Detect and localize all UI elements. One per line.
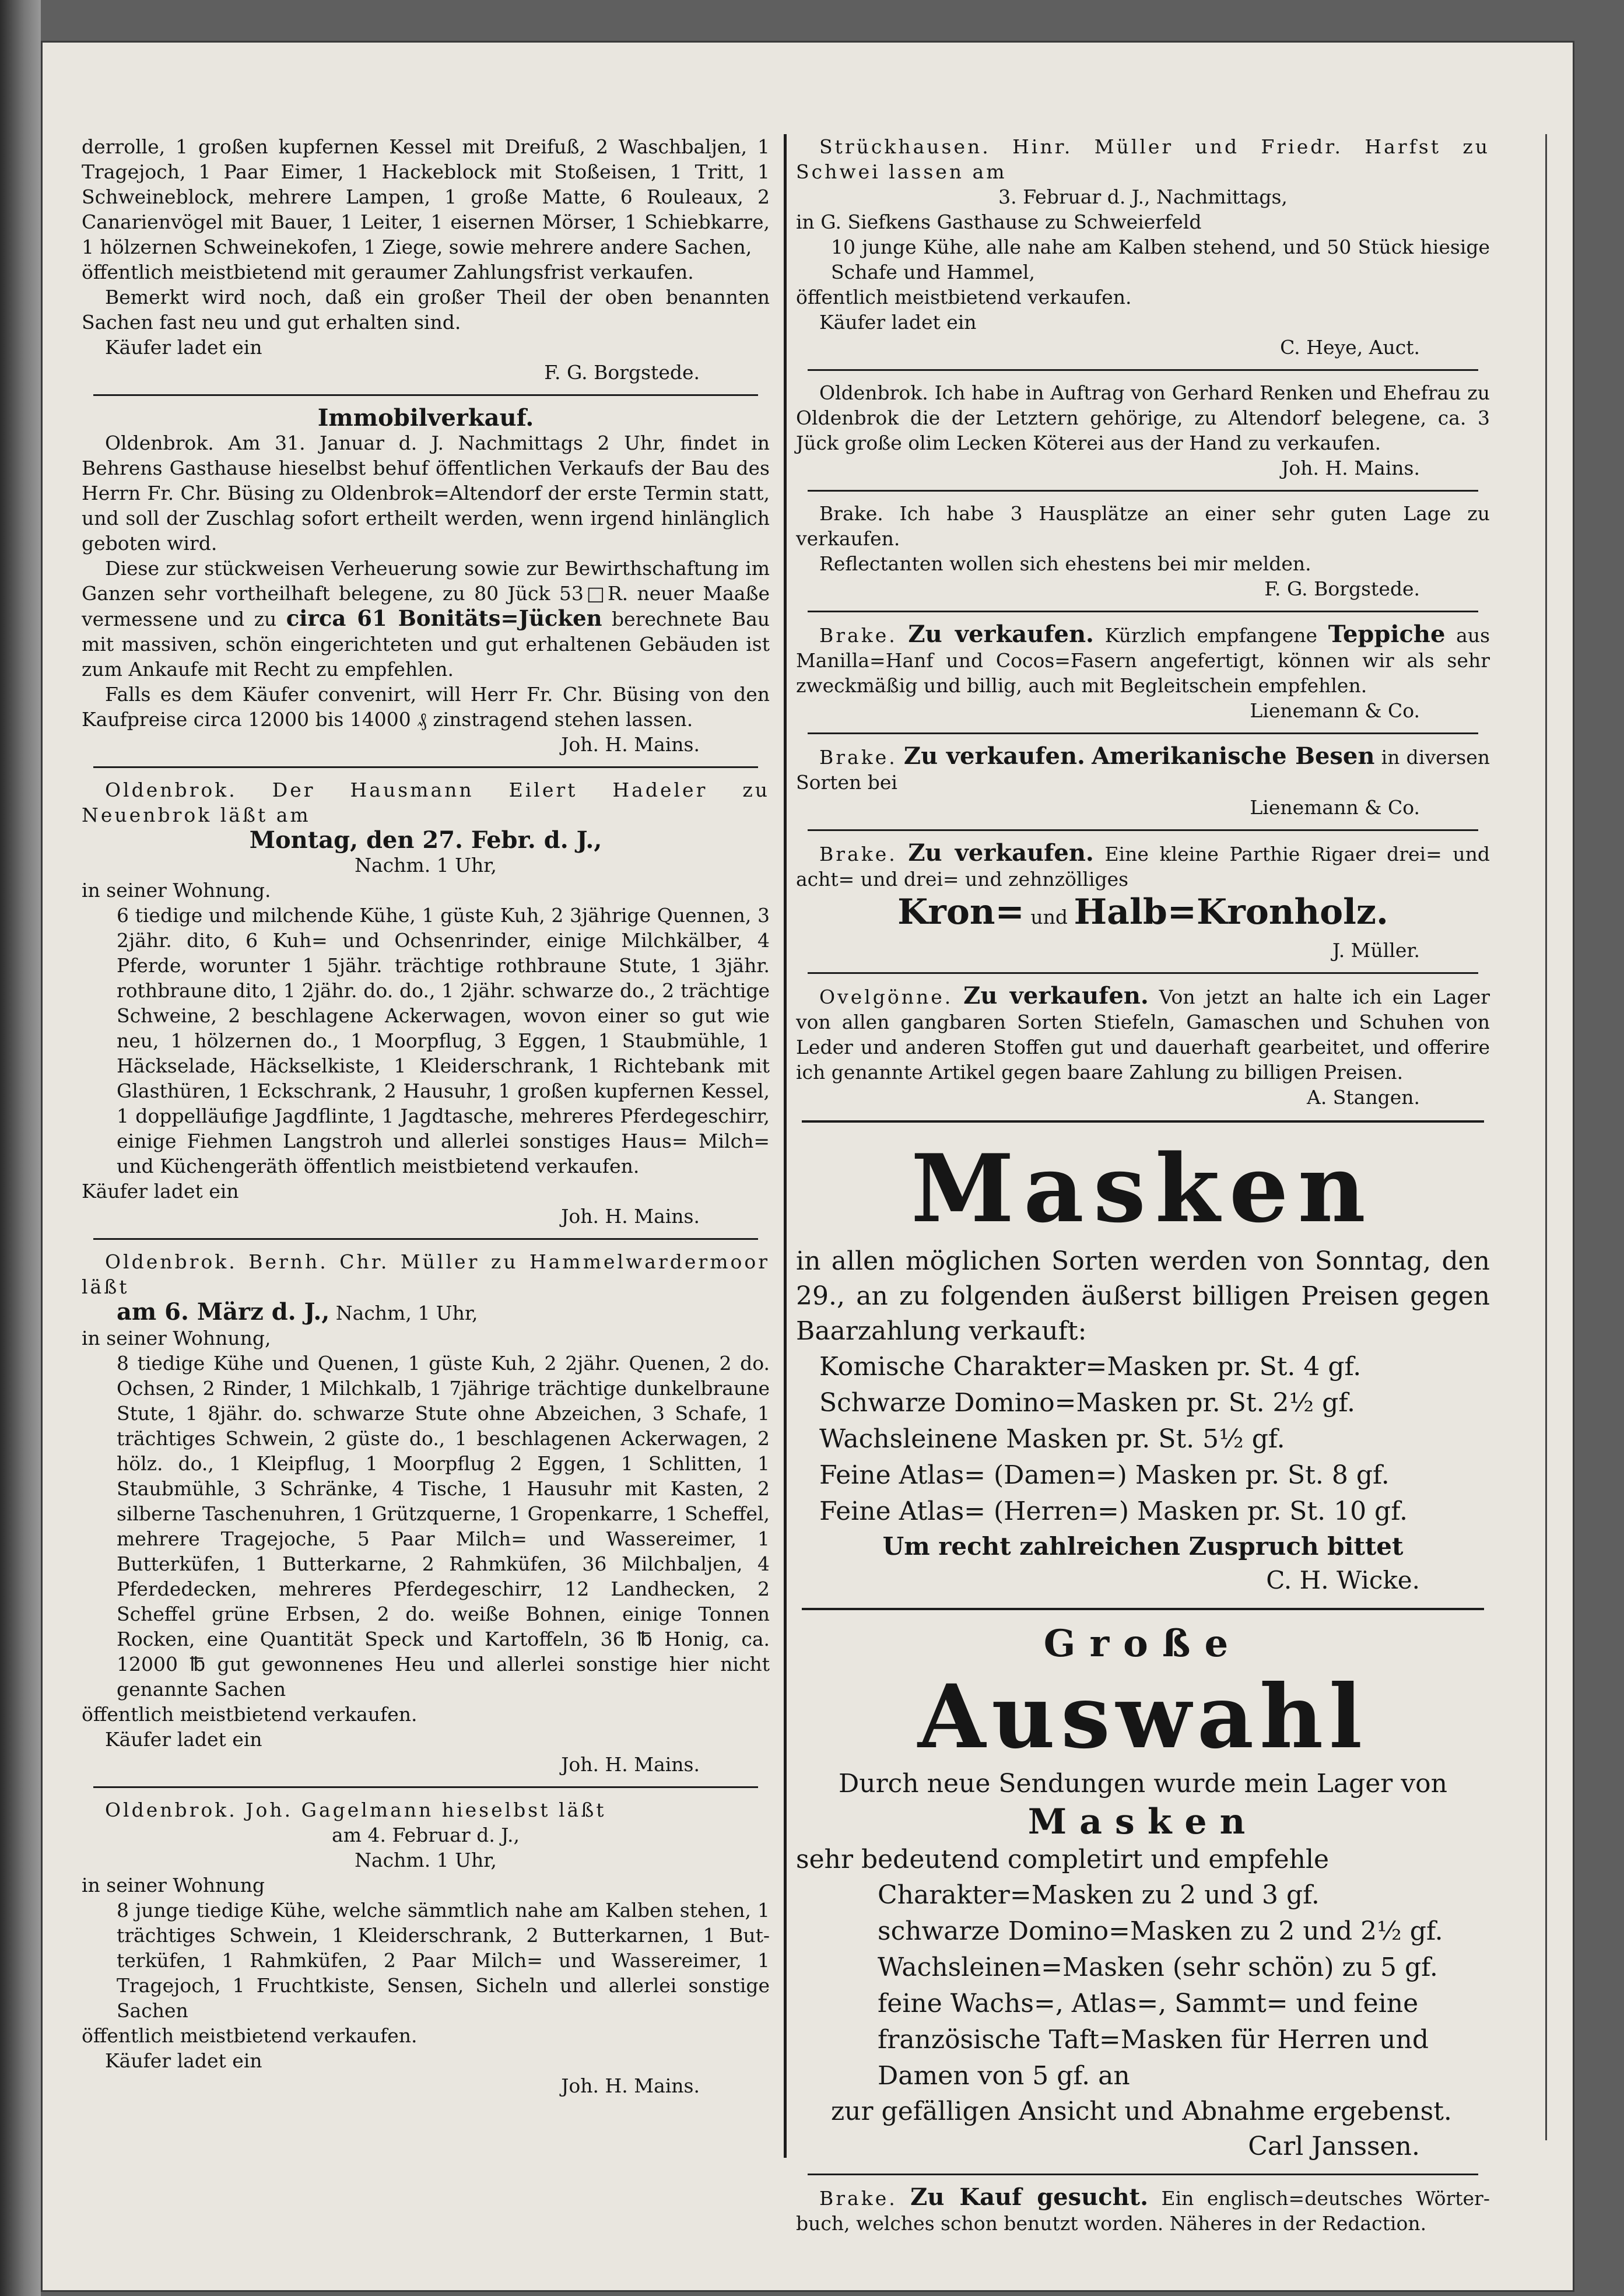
divider [93, 1238, 758, 1240]
notice-date: 3. Februar d. J., Nachmittags, [998, 185, 1288, 208]
sale-notice-teppiche [796, 622, 1490, 723]
right-border-line [1545, 134, 1547, 2140]
notice-remark: Bemerkt wird noch, daß ein großer Theil der oben benannten Sachen fast neu und gut erhalten sind. [82, 286, 770, 334]
notice-line: öffentlich meistbietend verkaufen. [796, 286, 1132, 309]
right-column [796, 134, 1490, 2244]
price-item: Charakter=Masken zu 2 und 3 gf. [878, 1880, 1320, 1910]
notice-paragraph [796, 2185, 1490, 2236]
notice-highlight: Amerikanische Besen [1092, 742, 1375, 770]
price-item: Wachsleinene Masken pr. St. 5½ gf. [819, 1424, 1285, 1454]
price-item: Komische Charakter=Masken pr. St. 4 gf. [819, 1352, 1362, 1382]
notice-date: am 6. März d. J., [117, 1298, 330, 1326]
notice-items: 8 junge tiedige Kühe, welche sämmtlich nahe am Kalben stehen, 1 trächtiges Schwein, 1 Kleiderschrank, 2 Butterkarnen, 1 Butterküfen, 1 Rahmküfen, 2 Paar Milch= und Wassereimer, 1 Tragejoch, 1 Fruchtkiste, Sensen, Sicheln und allerlei sonstige Sachen [117, 1899, 770, 2022]
notice-text: Ein englisch=deutsches Wörterbuch, welches schon benutzt worden. Näheres in der Redaction. [796, 2187, 1490, 2235]
notice-signature: Joh. H. Mains. [1281, 457, 1420, 479]
notice-text: berechnete Bau mit massiven, schön eingerichteten und gut erhaltenen Gebäuden ist zum Ankaufe mit Recht zu empfehlen. [82, 608, 770, 681]
notice-paragraph: Brake. Ich habe 3 Hausplätze an einer sehr guten Lage zu verkaufen. [796, 502, 1490, 550]
notice-signature: A. Stangen. [1306, 1086, 1420, 1109]
notice-signature: F. G. Borgstede. [544, 361, 700, 384]
notice-place: Brake. [819, 2187, 897, 2210]
auction-notice-mueller [82, 1249, 770, 1777]
notice-highlight: Teppiche [1328, 621, 1446, 648]
notice-heading: Zu verkaufen. [908, 621, 1094, 648]
notice-signature: Joh. H. Mains. [561, 733, 700, 756]
notice-intro: Strückhausen. Hinr. Müller und Friedr. Harfst zu Schwei lassen am [796, 135, 1490, 183]
notice-date: Montag, den 27. Febr. d. J., [249, 826, 602, 854]
notice-intro: Oldenbrok. Joh. Gagelmann hieselbst läßt [105, 1799, 606, 1821]
notice-date: am 4. Februar d. J., [332, 1824, 520, 1846]
wanted-notice-woerterbuch [796, 2185, 1490, 2236]
divider [808, 972, 1478, 974]
ad-subtitle: Masken [1027, 1801, 1258, 1842]
ad-title-small: Große [1043, 1622, 1243, 1666]
notice-place: Ovelgönne. [819, 986, 953, 1008]
divider [93, 394, 758, 396]
notice-place: in seiner Wohnung, [82, 1327, 271, 1349]
notice-buyers: Käufer ladet ein [105, 1728, 262, 1751]
ad-paragraph: Durch neue Sendungen wurde mein Lager von [839, 1769, 1447, 1799]
notice-buyers: Käufer ladet ein [105, 2049, 262, 2072]
divider [808, 2174, 1478, 2175]
ad-title: Auswahl [917, 1666, 1369, 1768]
notice-items: 6 tiedige und milchende Kühe, 1 güste Kuh, 2 3jährige Quennen, 3 2jähr. dito, 6 Kuh= und Ochsenrinder, einige Milchkälber, 4 Pferde, worunter 1 5jähr. trächtige rothbraune Stute, 1 3jähr. rothbraune dito, 1 2jähr. do. do., 1 2jähr. schwarze do., 2 trächtige Schweine, 2 beschlagene Ackerwagen, wovon einer so gut wie neu, 1 hölzernen do., 1 Moorpflug, 3 Eggen, 1 Staubmühle, 1 Häckselade, Häckselkiste, 1 Kleiderschrank, 1 Richtebank mit Glasthüren, 1 Eckschrank, 2 Hausuhr, 1 großen kupfernen Kessel, 1 doppelläufige Jagdflinte, 1 Jagdtasche, mehreres Pferdegeschirr, einige Fiehmen Langstroh und allerlei sonstiges Haus= Milch= und Küchengeräth öffentlich meistbietend verkaufen. [117, 904, 770, 1177]
notice-date-line [82, 1299, 770, 1326]
notice-text: Diese zur stückweisen Verheuerung sowie zur Bewirthschaftung im Ganzen sehr vortheilhaft belegene, zu 80 Jück 53□R. neuer Maaße vermessene und zu [82, 557, 770, 630]
notice-paragraph [796, 622, 1490, 698]
notice-place: in G. Siefkens Gasthause zu Schweierfeld [796, 211, 1202, 233]
property-notice-renken [796, 380, 1490, 481]
notice-line: öffentlich meistbietend verkaufen. [82, 1703, 418, 1726]
price-item: schwarze Domino=Masken zu 2 und 2½ gf. [878, 1916, 1443, 1946]
notice-buyers: Käufer ladet ein [82, 1180, 239, 1203]
column-divider [784, 134, 787, 2158]
notice-buyers: Käufer ladet ein [105, 336, 262, 359]
notice-time: Nachm, 1 Uhr, [335, 1302, 478, 1324]
notice-heading: Zu verkaufen. [903, 742, 1085, 770]
notice-product: Halb=Kronholz. [1074, 892, 1388, 933]
notice-time: Nachm. 1 Uhr, [355, 1849, 497, 1871]
divider [808, 369, 1478, 371]
price-item: Schwarze Domino=Masken pr. St. 2½ gf. [819, 1388, 1356, 1418]
notice-signature: Joh. H. Mains. [561, 2074, 700, 2097]
notice-line: öffentlich meistbietend mit geraumer Zahlungsfrist verkaufen. [82, 261, 694, 283]
ad-title: Masken [911, 1134, 1375, 1243]
notice-items: 8 tiedige Kühe und Quenen, 1 güste Kuh, 2 2jähr. Quenen, 2 do. Ochsen, 2 Rinder, 1 Milchkalb, 1 7jährige trächtige dunkelbraune Stute, 1 8jähr. do. schwarze Stute ohne Abzeichen, 3 Schafe, 1 trächtiges Schwein, 2 güste do., 1 beschlagenen Ackerwagen, 2 hölz. do., 1 Kleipflug, 1 Moorpflug 2 Eggen, 1 Schlitten, 1 Staubmühle, 3 Schränke, 4 Tische, 1 Hausuhr mit Kasten, 2 silberne Taschenuhren, 1 Grützquerne, 1 Gropenkarre, 1 Scheffel, mehrere Tragejoche, 5 Paar Milch= und Wassereimer, 1 Butterküfen, 1 Butterkarne, 2 Rahmküfen, 36 Milchbaljen, 4 Pferdedecken, mehreres Pferdegeschirr, 12 Landhecken, 2 Scheffel grüne Erbsen, 2 do. weiße Bohnen, einige Tonnen Rocken, eine Quantität Speck und Kartoffeln, 36 ℔ Honig, ca. 12000 ℔ gut gewonnenes Heu und allerlei sonstige hier nicht genannte Sachen [117, 1352, 770, 1701]
notice-text: Eine kleine Parthie Rigaer drei= und acht= und drei= und zehnzölliges [796, 843, 1490, 891]
notice-signature: Joh. H. Mains. [561, 1205, 700, 1228]
masken-ad-janssen [796, 1621, 1490, 2164]
notice-product: Kron= [897, 892, 1025, 933]
notice-text: aus Manilla=Hanf und Cocos=Fasern angefertigt, können wir als sehr zweckmäßig und billig, auch mit Begleitschein empfehlen. [796, 624, 1490, 697]
notice-heading: Zu verkaufen. [908, 839, 1094, 867]
notice-title: Immobilverkauf. [317, 404, 534, 432]
divider [808, 490, 1478, 492]
notice-paragraph: Oldenbrok. Am 31. Januar d. J. Nachmittags 2 Uhr, findet in Behrens Gasthause hieselbst behuf öffentlichen Verkaufs der Bau des Herrn Fr. Chr. Büsing zu Oldenbrok=Altendorf der erste Termin statt, und soll der Zuschlag sofort ertheilt werden, wenn irgend hinlänglich geboten wird. [82, 432, 770, 555]
sale-notice-kronholz [796, 840, 1490, 963]
notice-place: in seiner Wohnung [82, 1874, 265, 1897]
notice-text: Von jetzt an halte ich ein Lager von allen gangbaren Sorten Stiefeln, Gamaschen und Schuhen von Leder und anderen Stoffen gut und dauerhaft gearbeitet, und offerire ich genannte Artikel gegen baare Zahlung zu billigen Preisen. [796, 986, 1490, 1084]
ad-signature: C. H. Wicke. [1266, 1566, 1420, 1594]
divider [808, 732, 1478, 734]
price-list [796, 1349, 1490, 1530]
price-item: Wachsleinen=Masken (sehr schön) zu 5 gf. [878, 1953, 1438, 1982]
auction-notice-borgstede [82, 134, 770, 385]
sale-notice-besen [796, 744, 1490, 820]
notice-signature: Lienemann & Co. [1250, 796, 1420, 819]
divider [93, 1786, 758, 1788]
notice-time: Nachm. 1 Uhr, [355, 854, 497, 877]
book-spine [0, 0, 41, 2296]
notice-heading: Zu Kauf gesucht. [910, 2183, 1149, 2211]
auction-notice-gagelmann [82, 1797, 770, 2098]
notice-paragraph [796, 983, 1490, 1085]
notice-intro: Oldenbrok. Bernh. Chr. Müller zu Hammelwardermoor läßt [82, 1250, 770, 1298]
notice-paragraph [82, 556, 770, 682]
divider [808, 829, 1478, 831]
notice-signature: Lienemann & Co. [1250, 699, 1420, 722]
notice-body: derrolle, 1 großen kupfernen Kessel mit Dreifuß, 2 Waschbaljen, 1 Tragejoch, 1 Paar Eimer, 1 Hackeblock mit Stoßeisen, 1 Tritt, 1 Schweineblock, mehrere Lampen, 1 große Matte, 6 Rouleaux, 2 Canarienvögel mit Bauer, 1 Leiter, 1 eisernen Mörser, 1 Schiebkarre, 1 hölzernen Schweinekofen, 1 Ziege, sowie mehrere andere Sachen, [82, 135, 770, 258]
notice-paragraph: Falls es dem Käufer convenirt, will Herr Fr. Chr. Büsing von den Kaufpreise circa 12000 bis 14000 ₰ zinstragend stehen lassen. [82, 683, 770, 731]
notice-signature: C. Heye, Auct. [1280, 336, 1420, 359]
property-sale-notice [82, 405, 770, 757]
ad-closing: Um recht zahlreichen Zuspruch bittet [882, 1532, 1404, 1561]
notice-line: öffentlich meistbietend verkaufen. [82, 2024, 418, 2047]
price-item: Feine Atlas= (Herren=) Masken pr. St. 10 gf. [819, 1496, 1408, 1526]
price-item: feine Wachs=, Atlas=, Sammt= und feine französische Taft=Masken für Herren und Damen von 5 gf. an [878, 1989, 1429, 2091]
notice-place: Brake. [819, 746, 897, 769]
notice-place: Brake. [819, 624, 897, 647]
divider [93, 766, 758, 768]
price-item: Feine Atlas= (Damen=) Masken pr. St. 8 gf. [819, 1460, 1390, 1490]
divider [802, 1608, 1484, 1610]
notice-signature: J. Müller. [1332, 939, 1420, 962]
notice-place: Brake. [819, 843, 897, 865]
notice-text: Kürzlich empfangene [1104, 624, 1318, 647]
notice-intro: Oldenbrok. Der Hausmann Eilert Hadeler zu Neuenbrok läßt am [82, 779, 770, 826]
auction-notice-hadeler [82, 777, 770, 1229]
notice-items: 10 junge Kühe, alle nahe am Kalben stehend, und 50 Stück hiesige Schafe und Hammel, [831, 236, 1490, 283]
auction-notice-strueckhausen [796, 134, 1490, 360]
sale-notice-stiefel [796, 983, 1490, 1110]
notice-highlight: circa 61 Bonitäts=Jücken [286, 605, 602, 631]
ad-paragraph: in allen möglichen Sorten werden von Sonntag, den 29., an zu folgenden äußerst billigen Preisen gegen Baarzahlung verkauft: [796, 1246, 1490, 1346]
notice-signature: F. G. Borgstede. [1264, 577, 1420, 600]
property-notice-hausplaetze [796, 501, 1490, 601]
notice-text: in diversen Sorten bei [796, 746, 1490, 794]
notice-paragraph [796, 744, 1490, 795]
notice-paragraph: Oldenbrok. Ich habe in Auftrag von Gerhard Renken und Ehefrau zu Oldenbrok die der Letztern gehörige, zu Altendorf belegene, ca. 3 Jück große olim Lecken Köterei aus der Hand zu verkaufen. [796, 381, 1490, 454]
notice-paragraph: Reflectanten wollen sich ehestens bei mir melden. [819, 552, 1311, 575]
ad-signature: Carl Janssen. [1248, 2132, 1420, 2161]
divider [802, 1120, 1484, 1123]
left-column [82, 134, 770, 2106]
notice-text: und [1030, 906, 1068, 928]
notice-place: in seiner Wohnung. [82, 879, 271, 902]
notice-heading: Zu verkaufen. [963, 982, 1149, 1009]
notice-product-line [796, 892, 1490, 938]
ad-paragraph: sehr bedeutend completirt und empfehle [796, 1845, 1330, 1874]
divider [808, 611, 1478, 612]
ad-closing: zur gefälligen Ansicht und Abnahme ergebenst. [831, 2097, 1452, 2126]
notice-paragraph [796, 840, 1490, 892]
masken-ad-wicke [796, 1133, 1490, 1597]
notice-buyers: Käufer ladet ein [819, 311, 977, 334]
price-list [796, 1877, 1490, 2094]
notice-signature: Joh. H. Mains. [561, 1753, 700, 1776]
